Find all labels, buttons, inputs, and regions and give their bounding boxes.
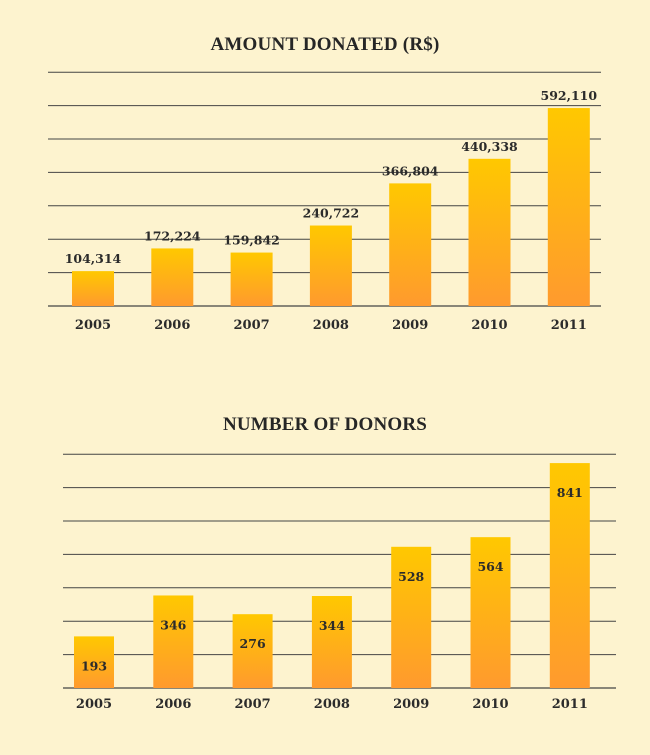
value-label: 344: [318, 618, 345, 634]
value-label: 172,224: [144, 228, 201, 244]
x-tick-label: 2010: [471, 318, 508, 333]
x-tick-label: 2009: [393, 697, 430, 712]
bar-2008: [312, 596, 352, 688]
x-tick-label: 2005: [75, 697, 113, 712]
value-label: 346: [160, 617, 187, 633]
value-label: 528: [398, 568, 425, 584]
x-tick-label: 2005: [74, 318, 112, 333]
x-tick-label: 2008: [312, 318, 349, 333]
x-tick-label: 2008: [313, 697, 350, 712]
value-label: 564: [477, 559, 504, 575]
x-tick-label: 2010: [472, 697, 509, 712]
x-tick-label: 2007: [233, 318, 270, 333]
value-label: 440,338: [461, 138, 518, 154]
value-label: 104,314: [64, 251, 122, 267]
value-label: 159,842: [223, 232, 280, 248]
bar-2006: [153, 595, 193, 688]
x-tick-label: 2011: [550, 318, 587, 333]
value-label: 193: [80, 658, 108, 674]
value-label: 240,722: [302, 205, 360, 221]
chart-title: NUMBER OF DONORS: [222, 414, 428, 435]
x-tick-label: 2011: [551, 697, 588, 712]
x-tick-label: 2009: [392, 318, 429, 333]
value-label: 366,804: [381, 163, 439, 179]
value-label: 841: [556, 485, 583, 501]
x-tick-label: 2006: [154, 318, 191, 333]
value-label: 276: [239, 636, 266, 652]
value-label: 592,110: [540, 88, 598, 104]
chart-title: AMOUNT DONATED (R$): [210, 34, 440, 55]
x-tick-label: 2007: [234, 697, 271, 712]
x-tick-label: 2006: [155, 697, 192, 712]
